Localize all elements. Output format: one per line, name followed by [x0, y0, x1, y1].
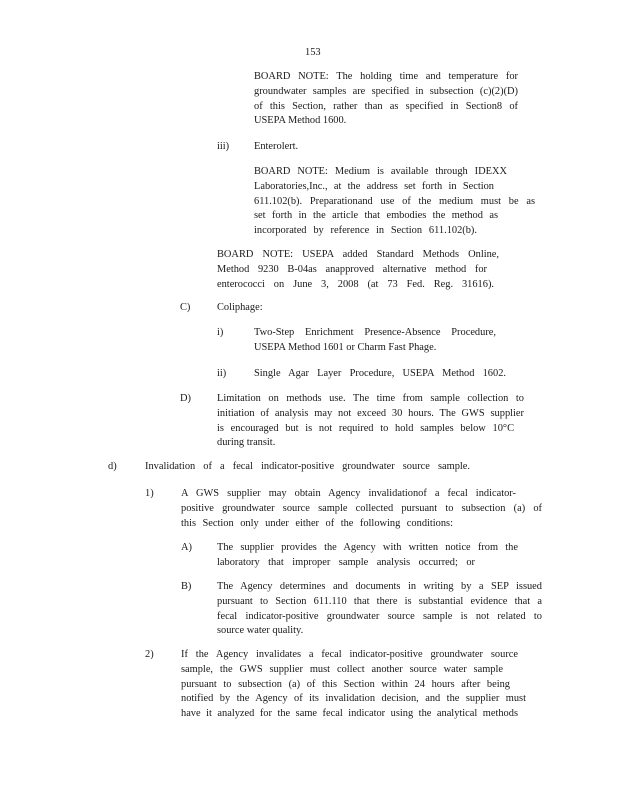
text-line: BOARD NOTE: USEPA added Standard Methods Online,: [217, 249, 499, 260]
text-line: have it analyzed for the same fecal indicator using the analytical methods: [181, 708, 518, 720]
item-D-text: [217, 392, 524, 451]
text-line: notified by the Agency of its invalidation decision, and the supplier must: [181, 693, 526, 705]
text-line: pursuant to Section 611.110 that there is substantial evidence that a: [217, 595, 542, 607]
item-d1-text: [181, 487, 542, 531]
text-line: sample, the GWS supplier must collect another source water sample: [181, 663, 503, 675]
text-line: The supplier provides the Agency with written notice from the: [217, 542, 518, 553]
text-line: source water quality.: [217, 625, 304, 637]
text-line: USEPA Method 1601 or Charm Fast Phage.: [254, 341, 437, 353]
text-line: enterococci on June 3, 2008 (at 73 Fed. Reg. 31616).: [217, 278, 494, 290]
text-line: pursuant to subsection (a) of this Section within 24 hours after being: [181, 678, 510, 690]
text-line: positive groundwater source sample collected pursuant to subsection (a) of: [181, 502, 542, 514]
text-line: Single Agar Layer Procedure, USEPA Method 1602.: [254, 368, 506, 379]
text-line: BOARD NOTE: Medium is available through IDEXX: [254, 166, 507, 177]
text-line: Two-Step Enrichment Presence-Absence Procedure,: [254, 327, 496, 338]
item-d-text: [145, 460, 470, 475]
text-line: 611.102(b). Preparationand use of the medium must be as: [254, 195, 535, 207]
item-d2-marker: 2): [145, 649, 154, 660]
text-line: this Section only under either of the following conditions:: [181, 517, 453, 529]
text-line: Laboratories,Inc., at the address set forth in Section: [254, 180, 494, 192]
text-line: Limitation on methods use. The time from sample collection to: [217, 393, 524, 404]
item-D-marker: D): [180, 393, 191, 404]
item-d1-marker: 1): [145, 488, 154, 499]
item-d1B-marker: B): [181, 581, 192, 592]
text-line: The Agency determines and documents in writing by a SEP issued: [217, 581, 542, 592]
board-note-standard-methods: [217, 248, 499, 292]
item-C-ii-marker: ii): [217, 368, 227, 379]
text-line: is encouraged but is not required to hold samples below 10°C: [217, 422, 514, 434]
item-iii-marker: iii): [217, 141, 230, 152]
item-iii-text: Enterolert.: [254, 141, 299, 152]
text-line: Invalidation of a fecal indicator-positive groundwater source sample.: [145, 461, 470, 472]
text-line: USEPA Method 1600.: [254, 115, 347, 127]
text-line: laboratory that improper sample analysis occurred; or: [217, 556, 475, 568]
item-d1A-text: [217, 541, 518, 571]
page-number: 153: [305, 47, 321, 58]
text-line: BOARD NOTE: The holding time and temperature for: [254, 71, 518, 82]
text-line: set forth in the article that embodies the method as: [254, 210, 498, 222]
item-C-i-marker: i): [217, 327, 224, 338]
item-C-text: Coliphage:: [217, 302, 263, 313]
text-line: initiation of analysis may not exceed 30 hours. The GWS supplier: [217, 407, 524, 419]
board-note-idexx: [254, 165, 535, 239]
item-C-i-text: [254, 326, 496, 356]
item-d1B-text: [217, 580, 542, 639]
item-d2-text: [181, 648, 526, 722]
item-C-marker: C): [180, 302, 191, 313]
text-line: incorporated by reference in Section 611.102(b).: [254, 225, 477, 237]
board-note-holding-time: [254, 70, 518, 129]
text-line: fecal indicator-positive groundwater source sample is not related to: [217, 610, 542, 622]
text-line: Method 9230 B-04as anapproved alternative method for: [217, 263, 487, 275]
text-line: groundwater samples are specified in subsection (c)(2)(D): [254, 85, 518, 97]
text-line: of this Section, rather than as specified in Section8 of: [254, 100, 518, 112]
text-line: during transit.: [217, 437, 276, 449]
text-line: A GWS supplier may obtain Agency invalidationof a fecal indicator-: [181, 488, 516, 499]
item-d-marker: d): [108, 461, 117, 472]
item-d1A-marker: A): [181, 542, 192, 553]
item-C-ii-text: [254, 367, 506, 382]
text-line: If the Agency invalidates a fecal indicator-positive groundwater source: [181, 649, 518, 660]
